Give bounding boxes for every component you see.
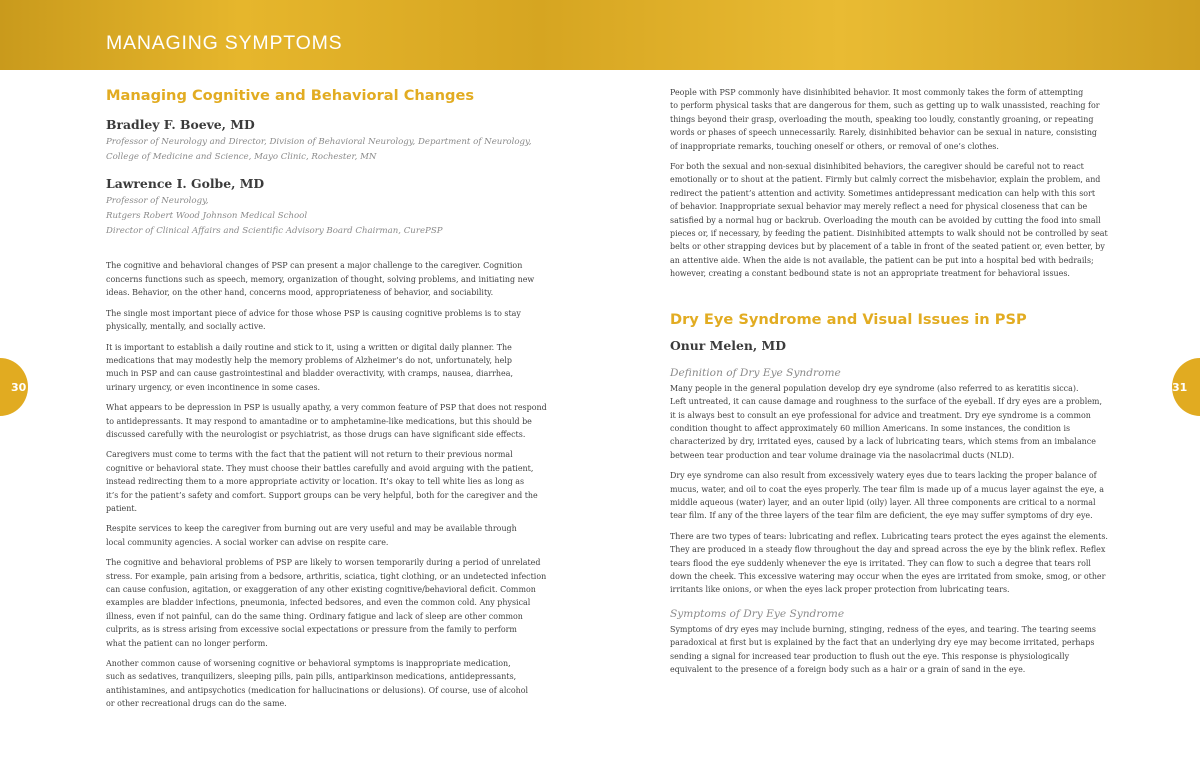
subsection-heading: Definition of Dry Eye Syndrome	[670, 366, 841, 379]
text-line: patient.	[106, 503, 138, 513]
text-line: belts or other strapping devices but by placement of a table in front of the seated patient or, even better, by	[670, 242, 1105, 252]
left-body-text	[106, 259, 556, 710]
author-name: Lawrence I. Golbe, MD	[106, 175, 265, 191]
affiliation-line: Rutgers Robert Wood Johnson Medical School	[106, 210, 308, 221]
body-paragraph	[670, 623, 1110, 677]
text-line: however, creating a constant bedbound state is not an appropriate treatment for behavioral issues.	[670, 269, 1070, 279]
dry-eye-definition-text	[670, 382, 1110, 597]
text-line: discussed carefully with the neurologist or psychiatrist, as those drugs can have significant side effects.	[106, 429, 526, 439]
text-line: equivalent to the presence of a foreign body such as a hair or a grain of sand in the eye.	[670, 665, 1026, 674]
text-line: much in PSP and can cause gastrointestinal and bladder overactivity, with cramps, nausea, diarrhea,	[106, 369, 513, 379]
text-line: such as sedatives, tranquilizers, sleeping pills, pain pills, antiparkinson medications, antidepressants,	[106, 672, 517, 682]
text-line: culprits, as is stress arising from excessive social expectations or pressure from the family to perform	[106, 625, 517, 635]
text-line: down the cheek. This excessive watering may occur when the eyes are irritated from smoke, smog, or other	[670, 571, 1106, 581]
right-intro-text	[670, 86, 1110, 281]
text-line: The cognitive and behavioral problems of PSP are likely to worsen temporarily during a period of unrelated	[106, 558, 541, 568]
header-banner	[0, 0, 1200, 70]
text-line: it is always best to consult an eye professional for advice and treatment. Dry eye syndrome is a common	[670, 410, 1091, 420]
text-line: Caregivers must come to terms with the fact that the patient will not return to their previous normal	[106, 450, 513, 460]
right-page-column	[670, 86, 1110, 683]
body-paragraph	[106, 448, 556, 515]
text-line: medications that may modestly help the memory problems of Alzheimer’s do not, unfortunately, help	[106, 355, 512, 365]
text-line: instead redirecting them to a more appropriate activity or location. It’s okay to tell white lies as long as	[106, 477, 525, 487]
text-line: Symptoms of dry eyes may include burning, stinging, redness of the eyes, and tearing. The tearing seems	[670, 624, 1097, 634]
text-line: or other recreational drugs can do the same.	[106, 699, 287, 709]
dry-eye-symptoms-text	[670, 623, 1110, 677]
body-paragraph	[670, 382, 1110, 462]
body-paragraph	[106, 307, 556, 334]
text-line: irritants like onions, or when the eyes lack proper protection from lubricating tears.	[670, 585, 1010, 595]
text-line: condition thought to affect approximately 60 million Americans. In some instances, the condition is	[670, 423, 1071, 433]
text-line: sending a signal for increased tear production to flush out the eye. This response is physiologically	[670, 651, 1070, 661]
affiliation-line: Director of Clinical Affairs and Scientific Advisory Board Chairman, CurePSP	[106, 226, 443, 237]
text-line: antihistamines, and antipsychotics (medication for hallucinations or delusions). Of course, use of alcohol	[106, 685, 529, 695]
text-line: to antidepressants. It may respond to amantadine or to amphetamine-like medications, but this should be	[106, 416, 532, 426]
body-paragraph	[106, 657, 556, 711]
author-name: Onur Melen, MD	[670, 337, 786, 353]
subsection-heading: Symptoms of Dry Eye Syndrome	[670, 607, 845, 620]
text-line: illness, even if not painful, can do the same thing. Ordinary fatigue and lack of sleep are other common	[106, 611, 523, 621]
body-paragraph	[670, 469, 1110, 523]
text-line: of inappropriate remarks, touching oneself or others, or removal of one’s clothes.	[670, 141, 999, 151]
text-line: redirect the patient’s attention and activity. Sometimes antidepressant medication can help with this sort	[670, 188, 1096, 198]
text-line: The cognitive and behavioral changes of PSP can present a major challenge to the caregiver. Cognition	[106, 261, 523, 271]
text-line: Another common cause of worsening cognitive or behavioral symptoms is inappropriate medication,	[106, 659, 511, 669]
left-page-column	[106, 86, 556, 718]
text-line: cognitive or behavioral state. They must choose their battles carefully and avoid arguing with the patient,	[106, 463, 534, 473]
author-name: Bradley F. Boeve, MD	[106, 117, 255, 132]
text-line: things beyond their grasp, overloading the mouth, speaking too loudly, constantly groaning, or repeating	[670, 114, 1094, 124]
body-paragraph	[106, 341, 556, 395]
text-line: local community agencies. A social worker can advise on respite care.	[106, 537, 389, 547]
text-line: what the patient can no longer perform.	[106, 638, 268, 648]
text-line: There are two types of tears: lubricating and reflex. Lubricating tears protect the eyes against the elements.	[670, 531, 1108, 541]
body-paragraph	[670, 530, 1110, 597]
text-line: Dry eye syndrome can also result from excessively watery eyes due to tears lacking the proper balance of	[670, 471, 1097, 481]
affiliation-line: Professor of Neurology,	[106, 195, 209, 206]
text-line: emotionally or to shout at the patient. Firmly but calmly correct the misbehavior, explain the problem, and	[670, 175, 1101, 185]
text-line: characterized by dry, irritated eyes, caused by a lack of lubricating tears, which stems from an imbalance	[670, 437, 1096, 447]
body-paragraph	[106, 259, 556, 299]
affiliation-line: Professor of Neurology and Director, Division of Behavioral Neurology, Department of Neurology,	[106, 137, 532, 147]
text-line: mucus, water, and oil to coat the eyes properly. The tear film is made up of a mucus layer against the eye, a	[670, 484, 1105, 494]
author-affiliation	[106, 194, 556, 240]
text-line: words or phases of speech unnecessarily. Rarely, disinhibited behavior can be sexual in nature, consisting	[670, 128, 1098, 138]
text-line: ideas. Behavior, on the other hand, concerns mood, appropriateness of behavior, and sociability.	[106, 288, 494, 298]
page-number-left: 30	[11, 381, 27, 394]
text-line: satisfied by a normal hug or backrub. Overloading the mouth can be avoided by cutting the food into small	[670, 215, 1101, 225]
left-section-heading: Managing Cognitive and Behavioral Changes	[106, 87, 475, 104]
text-line: examples are bladder infections, pneumonia, infected bedsores, and even the common cold. Any physical	[106, 598, 531, 608]
text-line: The single most important piece of advice for those whose PSP is causing cognitive problems is to stay	[106, 308, 521, 318]
text-line: middle aqueous (water) layer, and an outer lipid (oily) layer. All three components are critical to a normal	[670, 497, 1096, 507]
text-line: can cause confusion, agitation, or exaggeration of any other existing cognitive/behavioral deficit. Common	[106, 585, 536, 595]
body-paragraph	[106, 401, 556, 441]
text-line: an attentive aide. When the aide is not available, the patient can be put into a hospital bed with bedrails;	[670, 255, 1094, 265]
text-line: between tear production and tear volume drainage via the nasolacrimal ducts (NLD).	[670, 450, 1015, 460]
text-line: it’s for the patient’s safety and comfort. Support groups can be very helpful, both for the caregiver and the	[106, 490, 538, 500]
text-line: stress. For example, pain arising from a bedsore, arthritis, sciatica, tight clothing, or an undetected infection	[106, 571, 547, 581]
page-number-right: 31	[1172, 381, 1188, 394]
text-line: What appears to be depression in PSP is usually apathy, a very common feature of PSP that does not respond	[106, 403, 547, 413]
text-line: physically, mentally, and socially active.	[106, 322, 266, 332]
text-line: Left untreated, it can cause damage and roughness to the surface of the eyeball. If dry eyes are a problem,	[670, 397, 1102, 407]
text-line: They are produced in a steady flow throughout the day and spread across the eye by the blink reflex. Reflex	[670, 545, 1106, 555]
text-line: Respite services to keep the caregiver from burning out are very useful and may be available through	[106, 524, 517, 534]
text-line: People with PSP commonly have disinhibited behavior. It most commonly takes the form of attempting	[670, 88, 1084, 97]
body-paragraph	[106, 556, 556, 650]
text-line: Many people in the general population develop dry eye syndrome (also referred to as keratitis sicca).	[670, 383, 1079, 393]
author-affiliation	[106, 135, 556, 166]
body-paragraph	[106, 522, 556, 549]
text-line: to perform physical tasks that are dangerous for them, such as getting up to walk unassisted, reaching for	[670, 101, 1100, 111]
affiliation-line: College of Medicine and Science, Mayo Clinic, Rochester, MN	[106, 152, 377, 163]
text-line: It is important to establish a daily routine and stick to it, using a written or digital daily planner. The	[106, 342, 512, 352]
text-line: For both the sexual and non-sexual disinhibited behaviors, the caregiver should be careful not to react	[670, 162, 1084, 172]
text-line: paradoxical at first but is explained by the fact that an underlying dry eye may become irritated, perhaps	[670, 638, 1095, 648]
body-paragraph	[670, 86, 1110, 153]
text-line: of behavior. Inappropriate sexual behavior may merely reflect a need for physical closeness that can be	[670, 202, 1088, 212]
text-line: tears flood the eye suddenly whenever the eye is irritated. They can flow to such a degree that tears roll	[670, 558, 1091, 568]
text-line: urinary urgency, or even incontinence in some cases.	[106, 382, 321, 392]
right-section-heading: Dry Eye Syndrome and Visual Issues in PSP	[670, 310, 1027, 328]
text-line: tear film. If any of the three layers of the tear film are deficient, the eye may suffer symptoms of dry eye.	[670, 511, 1093, 521]
text-line: pieces or, if necessary, by feeding the patient. Disinhibited attempts to walk should not be controlled by seat	[670, 229, 1108, 239]
text-line: concerns functions such as speech, memory, organization of thought, solving problems, and initiating new	[106, 274, 535, 284]
section-title: MANAGING SYMPTOMS	[106, 32, 343, 54]
body-paragraph	[670, 160, 1110, 281]
